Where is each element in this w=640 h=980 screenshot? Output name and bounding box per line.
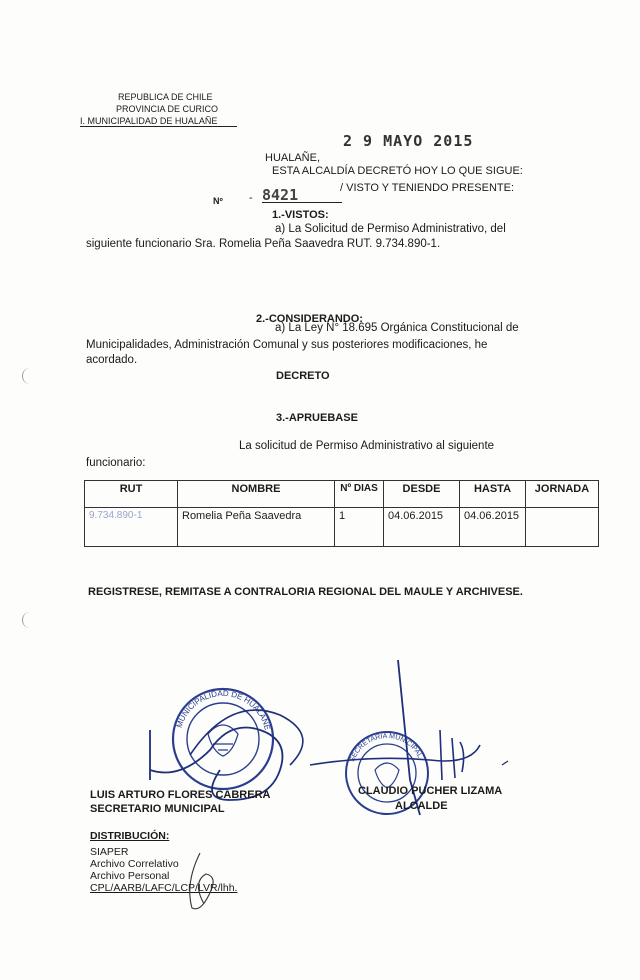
cell-desde: 04.06.2015 xyxy=(384,508,460,547)
column-header-desde: DESDE xyxy=(384,481,460,508)
seal-right-text: SECRETARIA MUNICIPAL xyxy=(348,732,424,763)
apruebase-paragraph-rest: funcionario: xyxy=(86,457,146,469)
considerando-paragraph-first: a) La Ley N° 18.695 Orgánica Constitucional de xyxy=(275,322,519,334)
table-row xyxy=(85,508,599,547)
apruebase-paragraph-first: La solicitud de Permiso Administrativo al siguiente xyxy=(239,440,495,452)
punch-hole-top xyxy=(22,368,37,384)
distribucion-item-personal: Archivo Personal xyxy=(90,870,170,882)
header-country: REPUBLICA DE CHILE xyxy=(118,92,213,102)
considerando-paragraph-line3: acordado. xyxy=(86,354,138,366)
vistos-paragraph-rest: siguiente funcionario Sra. Romelia Peña Saavedra RUT. 9.734.890-1. xyxy=(86,238,441,250)
vistos-heading: 1.-VISTOS: xyxy=(272,209,329,221)
header-municipality: I. MUNICIPALIDAD DE HUALAÑE xyxy=(80,116,237,127)
decreto-heading: DECRETO xyxy=(276,370,330,382)
table-header-row xyxy=(85,481,599,508)
place-name: HUALAÑE, xyxy=(265,152,321,164)
considerando-heading: 2.-CONSIDERANDO: xyxy=(256,313,363,325)
seal-left-text: MUNICIPALIDAD DE HUALAÑE xyxy=(174,688,273,732)
decree-number: 8421 xyxy=(262,186,299,204)
vistos-paragraph-first: a) La Solicitud de Permiso Administrativo, del xyxy=(275,223,506,235)
secretary-title: SECRETARIO MUNICIPAL xyxy=(90,803,225,815)
secretary-name: LUIS ARTURO FLORES CABRERA xyxy=(90,789,271,801)
mayor-name: CLAUDIO PUCHER LIZAMA xyxy=(358,785,503,797)
cell-jornada xyxy=(526,508,599,547)
distribucion-initials: CPL/AARB/LAFC/LCP/LVR/lhh. xyxy=(90,882,238,894)
number-underline xyxy=(262,202,342,203)
cell-rut: 9.734.890-1 xyxy=(85,508,178,547)
column-header-dias: Nº DIAS xyxy=(335,481,384,508)
number-dash: - xyxy=(249,192,253,204)
permit-table xyxy=(84,480,599,547)
number-prefix: Nº xyxy=(213,196,223,206)
visto-line: / VISTO Y TENIENDO PRESENTE: xyxy=(340,182,515,194)
apruebase-heading: 3.-APRUEBASE xyxy=(276,412,358,424)
registrese-line: REGISTRESE, REMITASE A CONTRALORIA REGIONAL DEL MAULE Y ARCHIVESE. xyxy=(88,586,523,598)
punch-hole-bottom xyxy=(22,612,37,628)
header-province: PROVINCIA DE CURICO xyxy=(116,104,219,114)
column-header-hasta: HASTA xyxy=(460,481,526,508)
date-stamp: 2 9 MAYO 2015 xyxy=(343,132,474,150)
initials-scribble xyxy=(170,848,230,918)
distribucion-item-correlativo: Archivo Correlativo xyxy=(90,858,179,870)
cell-hasta: 04.06.2015 xyxy=(460,508,526,547)
column-header-jornada: JORNADA xyxy=(526,481,599,508)
distribucion-item-siaper: SIAPER xyxy=(90,846,129,858)
cell-dias: 1 xyxy=(335,508,384,547)
cell-nombre: Romelia Peña Saavedra xyxy=(178,508,335,547)
considerando-paragraph-line2: Municipalidades, Administración Comunal y sus posteriores modificaciones, he xyxy=(86,339,488,351)
distribucion-heading: DISTRIBUCIÓN: xyxy=(90,830,170,842)
column-header-rut: RUT xyxy=(85,481,178,508)
intro-text: ESTA ALCALDÍA DECRETÓ HOY LO QUE SIGUE: xyxy=(272,165,523,177)
mayor-title: ALCALDE xyxy=(395,800,448,812)
column-header-nombre: NOMBRE xyxy=(178,481,335,508)
